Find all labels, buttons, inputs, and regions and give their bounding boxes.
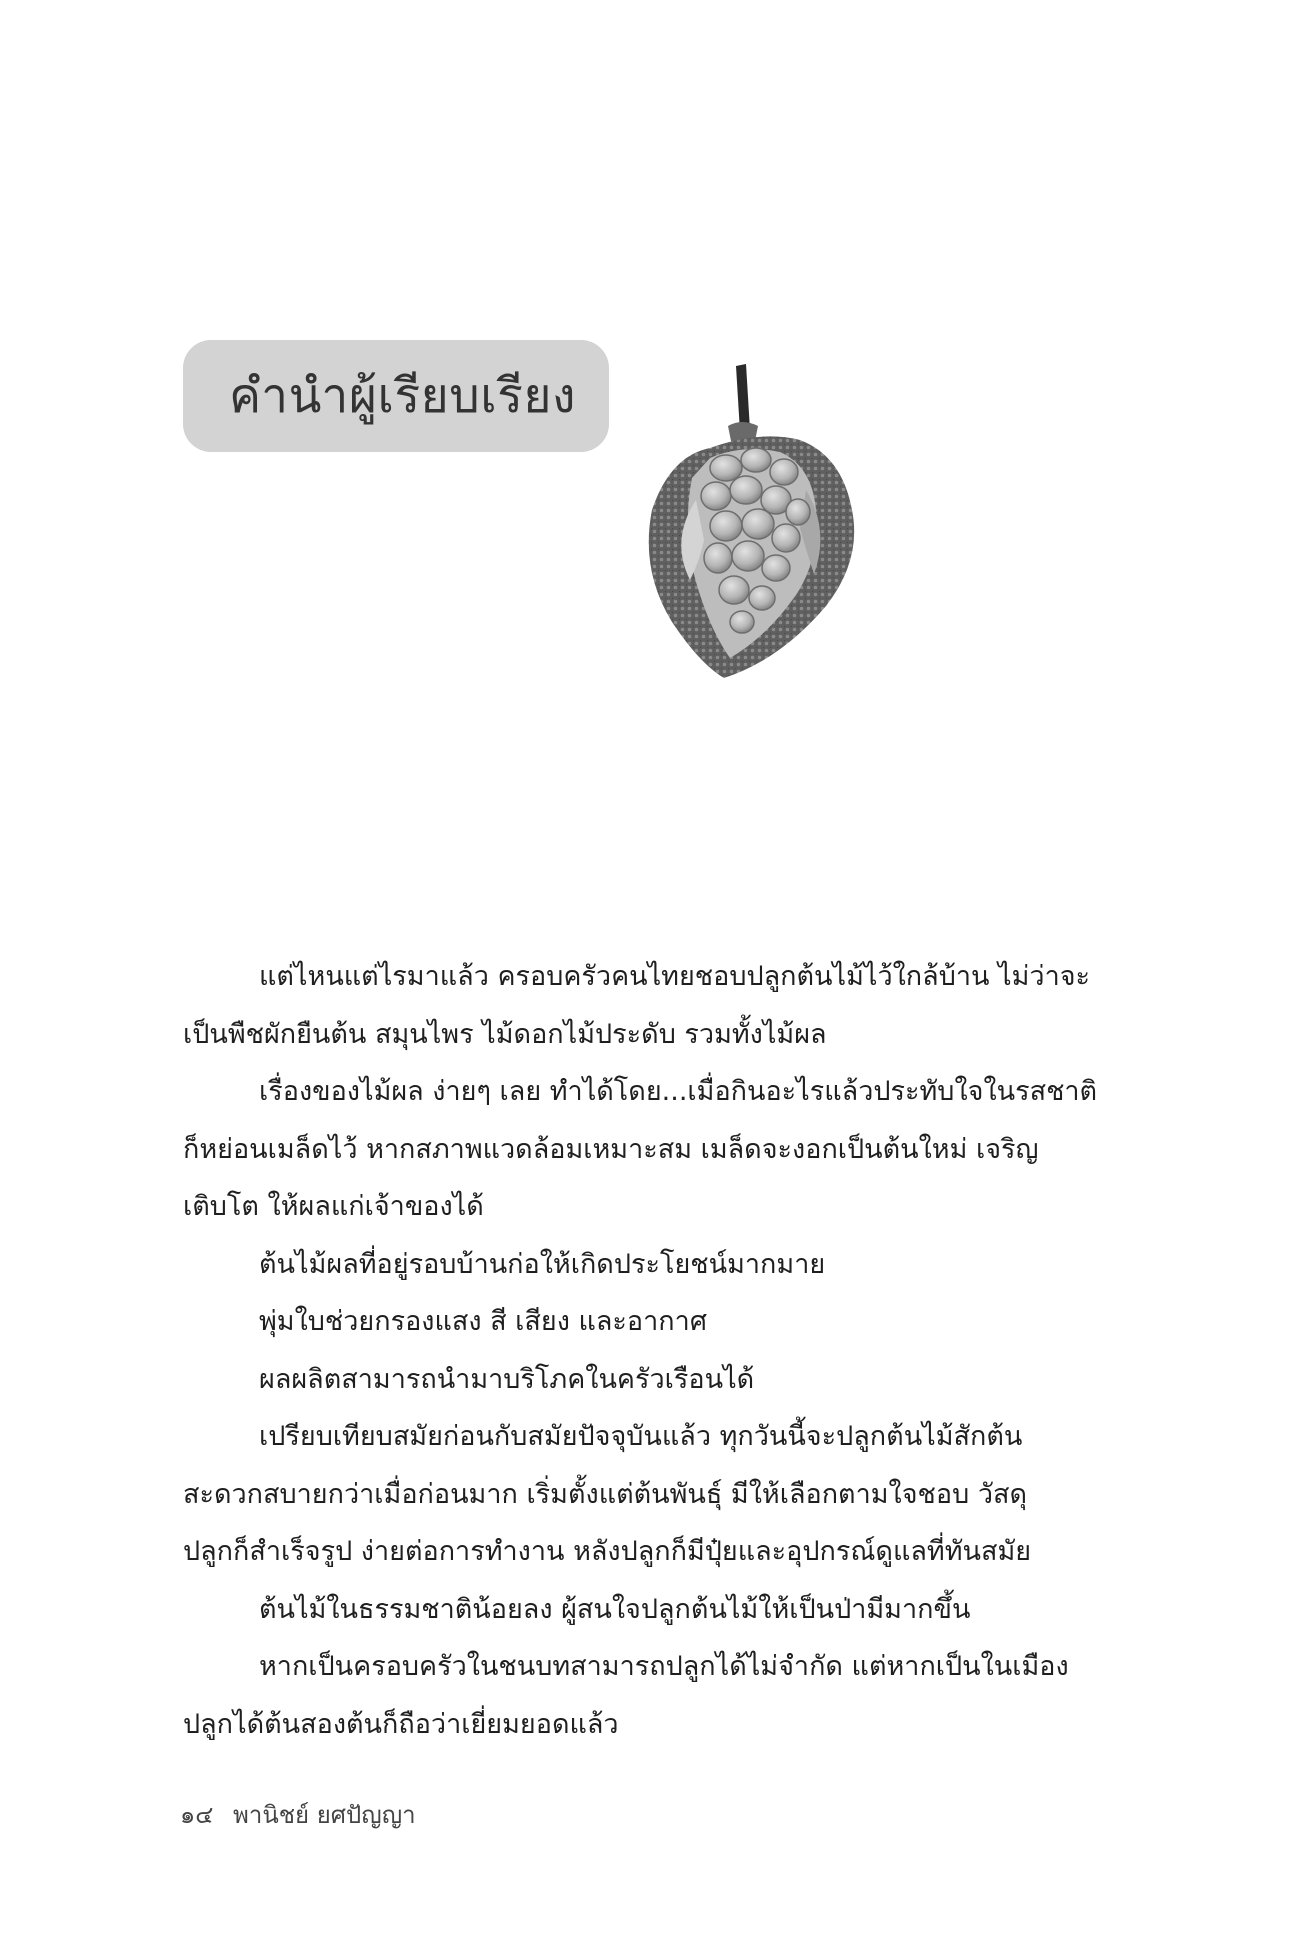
paragraph-line: ก็หย่อนเมล็ดไว้ หากสภาพแวดล้อมเหมาะสม เมล็ดจะงอกเป็นต้นใหม่ เจริญ (183, 1133, 1039, 1165)
paragraph-line: เรื่องของไม้ผล ง่ายๆ เลย ทำได้โดย...เมื่อกินอะไรแล้วประทับใจในรสชาติ (259, 1076, 1098, 1107)
paragraph-line: เปรียบเทียบสมัยก่อนกับสมัยปัจจุบันแล้ว ทุกวันนี้จะปลูกต้นไม้สักต้น (259, 1421, 1023, 1452)
paragraph-line: สะดวกสบายกว่าเมื่อก่อนมาก เริ่มตั้งแต่ต้นพันธุ์ มีให้เลือกตามใจชอบ วัสดุ (183, 1478, 1027, 1510)
author-name: พานิชย์ ยศปัญญา (233, 1801, 416, 1829)
section-heading-box (183, 340, 609, 452)
paragraph-line: ต้นไม้ในธรรมชาติน้อยลง ผู้สนใจปลูกต้นไม้ให้เป็นป่ามีมากขึ้น (259, 1593, 971, 1625)
paragraph-line: ปลูกก็สำเร็จรูป ง่ายต่อการทำงาน หลังปลูกก็มีปุ๋ยและอุปกรณ์ดูแลที่ทันสมัย (183, 1536, 1032, 1567)
page-footer (180, 1795, 416, 1834)
preface-body (183, 948, 1103, 1753)
paragraph-line: เติบโต ให้ผลแก่เจ้าของได้ (183, 1191, 484, 1222)
page-number: ๑๔ (180, 1801, 214, 1829)
section-heading: คำนำผู้เรียบเรียง (229, 368, 576, 424)
paragraph-line: แต่ไหนแต่ไรมาแล้ว ครอบครัวคนไทยชอบปลูกต้นไม้ไว้ใกล้บ้าน ไม่ว่าจะ (259, 961, 1091, 992)
paragraph-line: ผลผลิตสามารถนำมาบริโภคในครัวเรือนได้ (259, 1363, 755, 1395)
jackfruit-illustration (630, 360, 890, 700)
paragraph-line: ต้นไม้ผลที่อยู่รอบบ้านก่อให้เกิดประโยชน์มากมาย (259, 1248, 826, 1280)
paragraph-line: หากเป็นครอบครัวในชนบทสามารถปลูกได้ไม่จำกัด แต่หากเป็นในเมือง (259, 1651, 1069, 1682)
paragraph-line: เป็นพืชผักยืนต้น สมุนไพร ไม้ดอกไม้ประดับ รวมทั้งไม้ผล (183, 1018, 827, 1050)
paragraph-line: ปลูกได้ต้นสองต้นก็ถือว่าเยี่ยมยอดแล้ว (183, 1708, 619, 1740)
paragraph-line: พุ่มใบช่วยกรองแสง สี เสียง และอากาศ (259, 1306, 707, 1337)
